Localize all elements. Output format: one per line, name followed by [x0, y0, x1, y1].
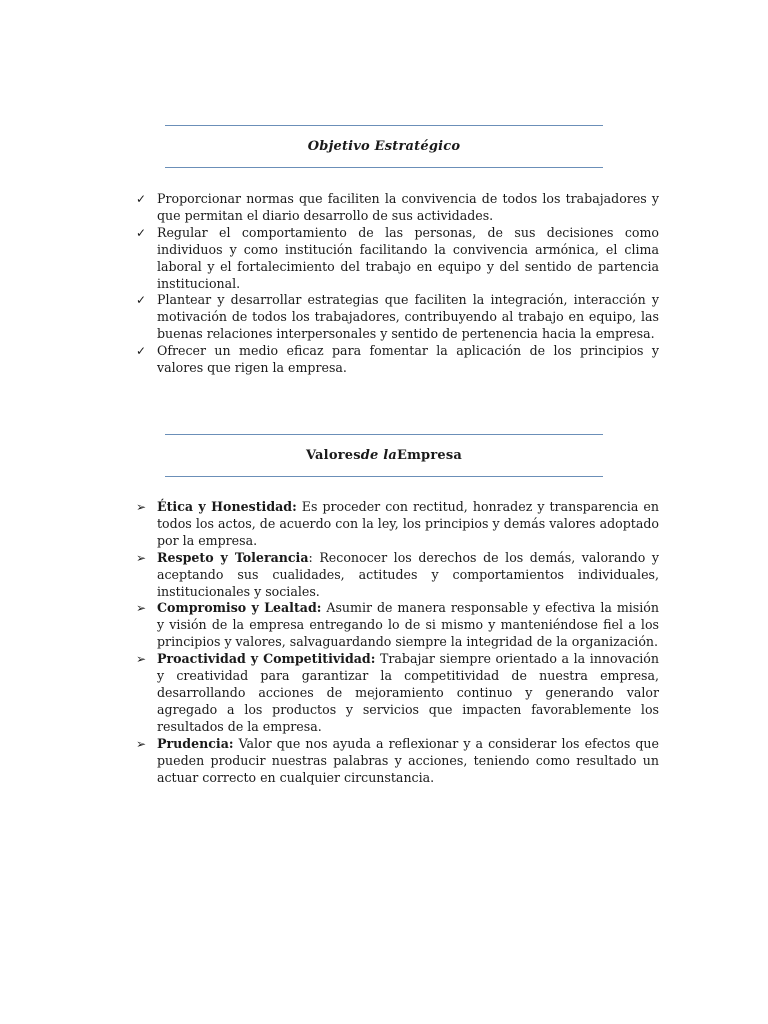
arrowhead-bullet-icon: ➢ — [136, 601, 147, 616]
objetivo-item-text: Plantear y desarrollar estrategias que faciliten la integración, interacción y motivación de todos los trabajadores, contribuyendo al trabajo en equipo, las buenas relaciones interpersonales y sentido de pertenencia hacia la empresa. — [157, 292, 659, 342]
valor-item — [136, 600, 659, 651]
valor-item — [136, 736, 659, 787]
objetivo-item-text: Ofrecer un medio eficaz para fomentar la aplicación de los principios y valores que rigen la empresa. — [157, 343, 659, 376]
check-icon: ✓ — [136, 225, 147, 240]
check-icon: ✓ — [136, 192, 147, 206]
objetivo-title: Objetivo Estratégico — [307, 139, 461, 154]
valor-term: Respeto y Tolerancia — [157, 549, 309, 565]
valor-text: Trabajar siempre orientado a la innovación y creatividad para garantizar la competitividad de nuestra empresa, desarrollando acciones de mejoramiento continuo y generando valor agregado a los productos y servicios que impacten favorablemente los resultados de la empresa. — [157, 651, 659, 734]
valor-text: : Reconocer los derechos de los demás, valorando y aceptando sus cualidades, actitudes y comportamientos individuales, institucionales y sociales. — [157, 549, 659, 599]
arrowhead-bullet-icon: ➢ — [136, 652, 147, 667]
valor-term: Compromiso y Lealtad: — [157, 600, 322, 616]
valores-title-part3: Empresa — [396, 448, 463, 463]
objetivo-item-text: Regular el comportamiento de las personas, de sus decisiones como individuos y como institución facilitando la convivencia armónica, el clima laboral y el fortalecimiento del trabajo en equipo y del sentido de partencia institucional. — [157, 224, 659, 291]
valor-item — [136, 499, 659, 550]
check-icon: ✓ — [136, 293, 147, 308]
valor-text: Es proceder con rectitud, honradez y transparencia en todos los actos, de acuerdo con la ley, los principios y demás valores adoptado por la empresa. — [157, 499, 659, 548]
valor-term: Ética y Honestidad: — [157, 499, 297, 514]
objetivo-item-text: Proporcionar normas que faciliten la convivencia de todos los trabajadores y que permitan el diario desarrollo de sus actividades. — [157, 191, 659, 223]
valores-title-part2: de la — [360, 448, 397, 463]
arrowhead-bullet-icon: ➢ — [136, 736, 147, 751]
arrowhead-bullet-icon: ➢ — [136, 500, 147, 514]
objetivo-heading — [165, 125, 603, 168]
valor-text: Valor que nos ayuda a reflexionar y a considerar los efectos que pueden producir nuestras palabras y acciones, teniendo como resultado un actuar correcto en cualquier circunstancia. — [157, 735, 659, 785]
valor-term: Proactividad y Competitividad: — [157, 651, 376, 667]
objetivo-item — [136, 225, 659, 293]
check-icon: ✓ — [136, 344, 147, 359]
objetivo-list — [136, 191, 659, 377]
objetivo-item — [136, 292, 659, 343]
valores-heading — [165, 434, 603, 477]
objetivo-item — [136, 343, 659, 377]
valor-item — [136, 550, 659, 601]
valores-list — [136, 499, 659, 786]
objetivo-item — [136, 191, 659, 225]
valor-item — [136, 651, 659, 736]
arrowhead-bullet-icon: ➢ — [136, 550, 147, 565]
valor-term: Prudencia: — [157, 735, 234, 751]
valor-text: Asumir de manera responsable y efectiva la misión y visión de la empresa entregando lo de si mismo y manteniéndose fiel a los principios y valores, salvaguardando siempre la integridad de la organización. — [157, 600, 659, 650]
valores-title-part1: Valores — [305, 448, 361, 463]
